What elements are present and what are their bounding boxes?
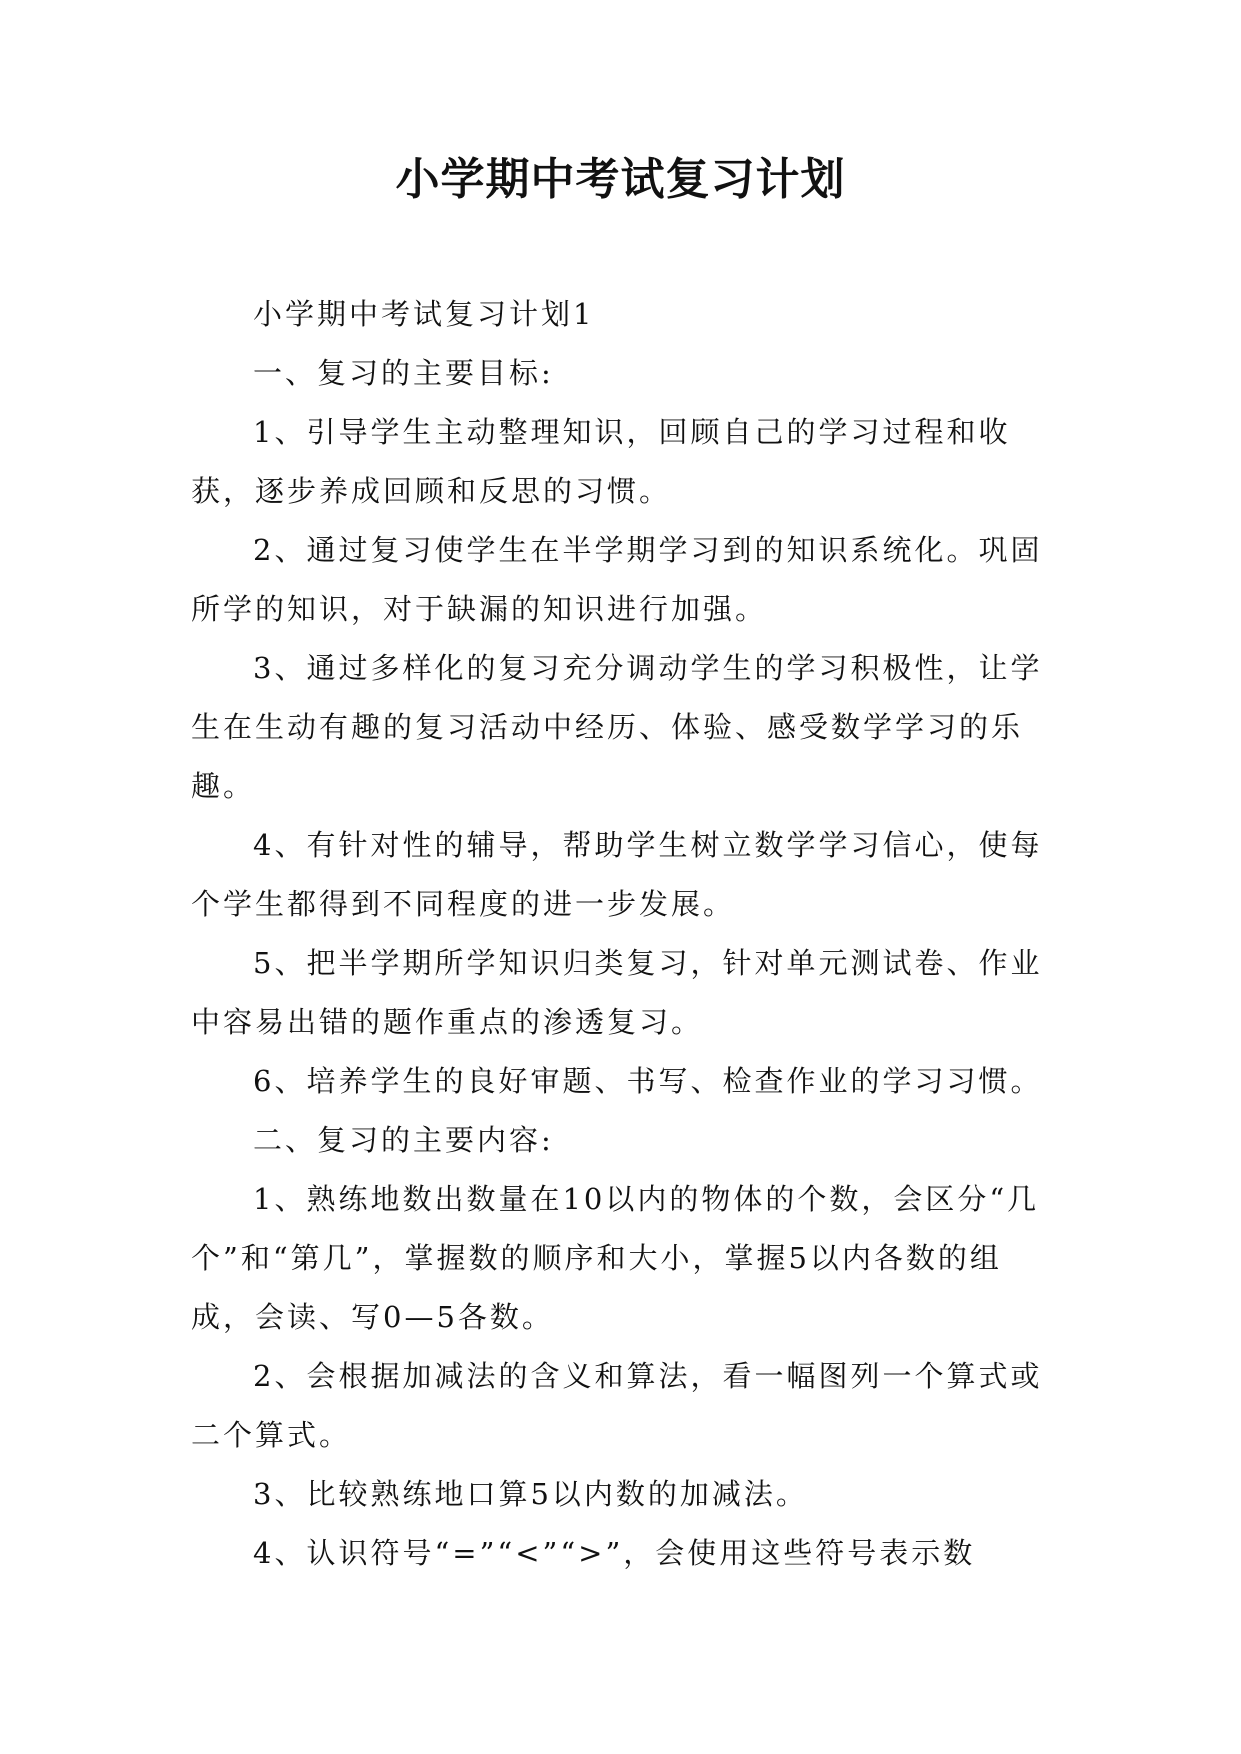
paragraph-goal-5: 5、把半学期所学知识归类复习，针对单元测试卷、作业中容易出错的题作重点的渗透复习。 bbox=[191, 946, 1043, 1039]
paragraph-content-2: 2、会根据加减法的含义和算法，看一幅图列一个算式或二个算式。 bbox=[191, 1359, 1043, 1452]
paragraph-goal-1: 1、引导学生主动整理知识，回顾自己的学习过程和收获，逐步养成回顾和反思的习惯。 bbox=[191, 415, 1011, 508]
paragraph-content-3: 3、比较熟练地口算5以内数的加减法。 bbox=[253, 1477, 808, 1511]
paragraph-goal-6: 6、培养学生的良好审题、书写、检查作业的学习习惯。 bbox=[253, 1064, 1043, 1098]
paragraph-goal-4: 4、有针对性的辅导，帮助学生树立数学学习信心，使每个学生都得到不同程度的进一步发展。 bbox=[191, 828, 1043, 921]
paragraph-goal-2: 2、通过复习使学生在半学期学习到的知识系统化。巩固所学的知识，对于缺漏的知识进行加强。 bbox=[191, 533, 1043, 626]
document-title: 小学期中考试复习计划 bbox=[395, 154, 846, 205]
paragraph-section-content: 二、复习的主要内容: bbox=[253, 1123, 554, 1157]
document-body bbox=[191, 285, 1061, 1583]
paragraph-section-goals: 一、复习的主要目标: bbox=[253, 356, 554, 390]
paragraph-content-1: 1、熟练地数出数量在10以内的物体的个数，会区分“几个”和“第几”，掌握数的顺序和大小，掌握5以内各数的组成，会读、写0—5各数。 bbox=[191, 1182, 1040, 1334]
paragraph-content-4: 4、认识符号“=”“<”“>”，会使用这些符号表示数 bbox=[253, 1536, 976, 1570]
paragraph-plan-heading: 小学期中考试复习计划1 bbox=[253, 297, 595, 331]
paragraph-goal-3: 3、通过多样化的复习充分调动学生的学习积极性，让学生在生动有趣的复习活动中经历、体验、感受数学学习的乐趣。 bbox=[191, 651, 1043, 803]
